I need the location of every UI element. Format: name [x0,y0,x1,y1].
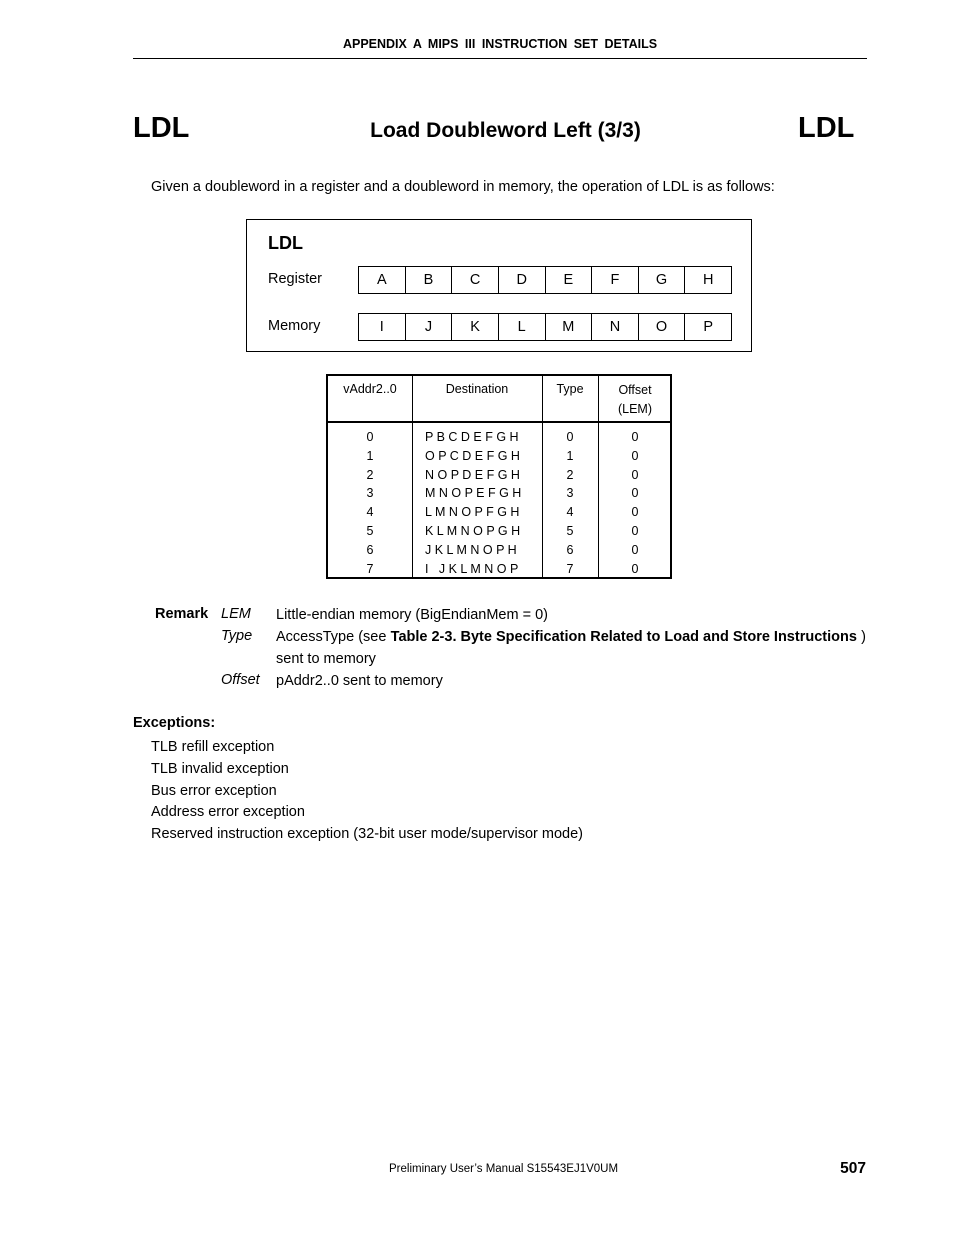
diagram-title: LDL [268,233,303,253]
mnemonic-left: LDL [133,112,190,144]
offset-cell: 0 [631,523,639,538]
vaddr-cell: 2 [366,467,374,482]
register-cell: H [702,272,714,288]
type-cell: 7 [566,561,574,576]
footer-text: Preliminary User’s Manual S15543EJ1V0UM [389,1163,619,1175]
remark-label: Remark [155,606,209,622]
destination-cell: L M N O P F G H [425,505,520,520]
exception-item: TLB refill exception [151,739,275,755]
header-vaddr: vAddr2..0 [343,382,397,396]
register-cell: G [639,267,686,293]
remark-value-type [276,626,866,670]
destination-column [425,428,540,578]
offset-cell: 0 [631,505,639,520]
vaddr-cell: 7 [366,561,374,576]
offset-cell: 0 [631,486,639,501]
register-label: Register [268,271,322,287]
register-cell: D [499,267,546,293]
memory-cell: K [452,314,499,340]
memory-cell: P [703,319,714,335]
vaddr-cell: 6 [366,542,374,557]
header-type: Type [556,382,584,396]
header-offset [598,381,672,419]
vaddr-cell: 0 [366,430,374,444]
register-cell: F [592,267,639,293]
vaddr-cell: 4 [366,505,374,520]
memory-cell: L [499,314,546,340]
register-cells [358,266,732,294]
memory-cell: N [592,314,639,340]
header-offset-line1: Offset [618,383,652,397]
mnemonic-right: LDL [798,112,855,144]
exception-item: TLB invalid exception [151,760,289,777]
offset-cell: 0 [631,542,639,557]
register-cell: A [359,267,406,293]
intro-paragraph: Given a doubleword in a register and a doubleword in memory, the operation of LDL is as follows: [151,179,775,195]
memory-cell: I [359,314,406,340]
table-reference: Table 2-3. Byte Specification Related to Load and Store Instructions [390,629,857,645]
table-divider [412,376,413,577]
header-rule [133,58,867,59]
type-column [542,428,598,578]
memory-label: Memory [268,318,321,334]
header-offset-line2: (LEM) [617,402,653,416]
destination-cell: I J K L M N O P [425,561,519,576]
ldl-offset-table [326,374,672,579]
type-cell: 1 [566,448,574,463]
vaddr-cell: 3 [366,486,374,501]
destination-cell: O P C D E F G H [425,448,520,463]
page-number: 507 [840,1160,866,1177]
exception-item: Address error exception [151,804,305,821]
memory-cell: O [639,314,686,340]
type-cell: 6 [566,542,574,557]
type-cell: 0 [566,430,574,444]
remark-type-line2: sent to memory [276,651,376,667]
destination-cell: J K L M N O P H [425,542,517,557]
remark-type-line1 [276,626,866,648]
offset-cell: 0 [631,448,639,463]
remark-key-type: Type [221,628,253,644]
destination-cell: K L M N O P G H [425,523,521,538]
type-cell: 5 [566,523,574,538]
type-cell: 3 [566,486,574,501]
exception-item: Reserved instruction exception (32-bit user mode/supervisor mode) [151,826,583,843]
exceptions-list [151,737,583,846]
header-destination: Destination [445,382,509,396]
memory-cells [358,313,732,341]
vaddr-cell: 5 [366,523,374,538]
offset-cell: 0 [631,467,639,482]
register-cell: E [546,267,593,293]
remark-type-suffix: ) [861,629,866,645]
exceptions-heading: Exceptions: [133,715,216,731]
offset-column [598,428,672,578]
memory-cell: M [546,314,593,340]
destination-cell: M N O P E F G H [425,486,522,501]
register-cell: C [452,267,499,293]
memory-cell: J [406,314,453,340]
type-cell: 2 [566,467,574,482]
remark-value-lem: Little-endian memory (BigEndianMem = 0) [276,607,548,623]
offset-cell: 0 [631,561,639,576]
vaddr-column [328,428,412,578]
vaddr-cell: 1 [366,448,374,463]
remark-value-offset: pAddr2..0 sent to memory [276,673,443,689]
remark-key-offset: Offset [221,672,260,688]
running-header: APPENDIX A MIPS III INSTRUCTION SET DETAILS [342,37,658,51]
table-header-rule [328,421,670,423]
register-cell: B [406,267,453,293]
remark-key-lem: LEM [221,606,251,622]
remark-type-prefix: AccessType (see [276,629,387,645]
destination-cell: P B C D E F G H [425,430,519,444]
exception-item: Bus error exception [151,782,277,799]
page-title: Load Doubleword Left (3/3) [370,119,641,142]
destination-cell: N O P D E F G H [425,467,520,482]
offset-cell: 0 [631,430,639,444]
type-cell: 4 [566,505,574,520]
